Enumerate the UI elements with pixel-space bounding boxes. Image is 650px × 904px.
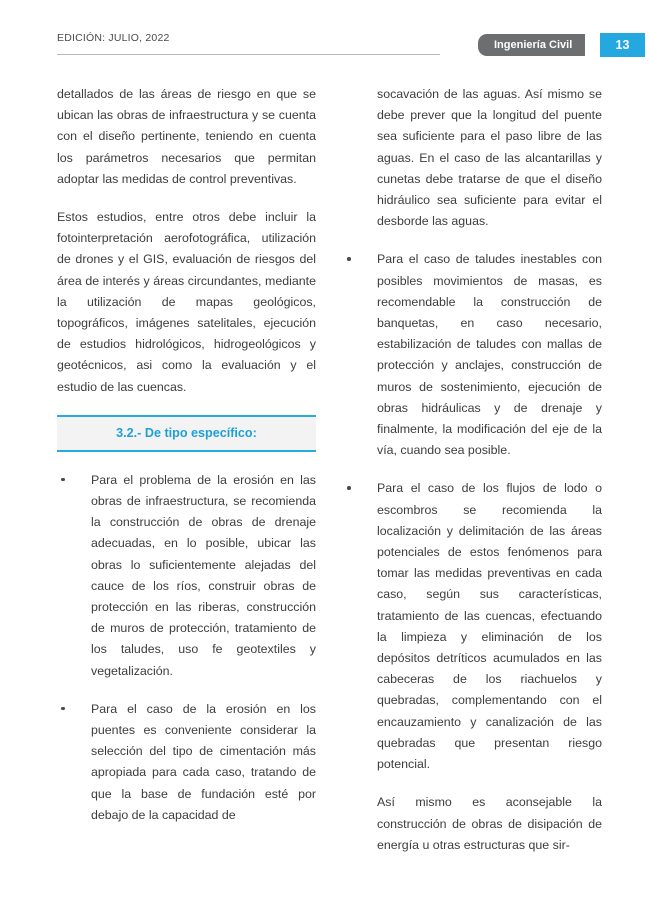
list-item-text: Para el problema de la erosión en las obras de infraestructura, se recomienda la construcción de obras de drenaje adecuadas, en lo posible, ubicar las obras lo suficientemente alejadas del cauce de los ríos, construir obras de protección en las riberas, construcción de muros de protección, tratamiento de los taludes, uso fe geotextiles y vegetalización. xyxy=(91,472,316,678)
section-heading-box xyxy=(57,415,316,452)
edition-label: EDICIÓN: JULIO, 2022 xyxy=(57,32,170,44)
paragraph: Estos estudios, entre otros debe incluir la fotointerpretación aerofotográfica, utilización de drones y el GIS, evaluación de riesgos del área de interés y áreas circundantes, mediante la utilización de mapas geológicos, topográficos, imágenes satelitales, ejecución de estudios hidrológicos, hidrogeológicos y geotécnicos, asi como la evaluación y el estudio de las cuencas. xyxy=(57,210,316,394)
paragraph: detallados de las áreas de riesgo en que se ubican las obras de infraestructura y se cuenta con el diseño pertinente, teniendo en cuenta los parámetros necesarios que permitan adoptar las medidas de control preventivas. xyxy=(57,87,316,186)
list-item xyxy=(343,478,602,775)
paragraph-continuation: socavación de las aguas. Así mismo se debe prever que la longitud del puente sea suficiente para el paso libre de las aguas. En el caso de las alcantarillas y cunetas debe tratarse de que el diseño hidráulico sea suficiente para evitar el desborde las aguas. xyxy=(377,87,602,229)
bullet-icon xyxy=(347,486,351,490)
list-item xyxy=(57,699,316,826)
page-number-badge: 13 xyxy=(600,33,645,57)
bullet-icon xyxy=(347,257,351,261)
list-item xyxy=(343,249,602,461)
list-item xyxy=(57,470,316,682)
left-column xyxy=(57,84,316,843)
list-item-text: Para el caso de la erosión en los puentes es conveniente considerar la selección del tipo de cimentación más apropiada para cada caso, tratando de que la base de fundación esté por debajo de la capacidad de xyxy=(91,701,316,822)
list-item-text: Para el caso de taludes inestables con posibles movimientos de masas, es recomendable la construcción de banquetas, en caso necesario, estabilización de taludes con mallas de protección y anclajes, construcción de muros de sostenimiento, ejecución de obras hidráulicas y de drenaje y finalmente, la modificación del eje de la vía, cuando sea posible. xyxy=(377,252,602,458)
page-header xyxy=(0,30,650,62)
header-divider xyxy=(57,54,440,55)
list-item-text: Para el caso de los flujos de lodo o escombros se recomienda la localización y delimitación de las áreas potenciales de estos fenómenos para tomar las medidas preventivas en cada caso, según sus características, tratamiento de las cuencas, efectuando la limpieza y eliminación de los depósitos detríticos acumulados en las cabeceras de los riachuelos y quebradas, complementando con el encauzamiento y canalización de las quebradas que presentan riesgo potencial. xyxy=(377,481,602,772)
journal-title-badge: Ingeniería Civil xyxy=(478,34,585,56)
right-column xyxy=(343,84,602,873)
section-heading-text: 3.2.- De tipo específico: xyxy=(116,425,257,440)
bullet-icon xyxy=(61,707,65,711)
bullet-icon xyxy=(61,478,65,482)
paragraph: Así mismo es aconsejable la construcción de obras de disipación de energía u otras estructuras que sir- xyxy=(377,795,602,852)
two-column-body xyxy=(0,84,650,904)
